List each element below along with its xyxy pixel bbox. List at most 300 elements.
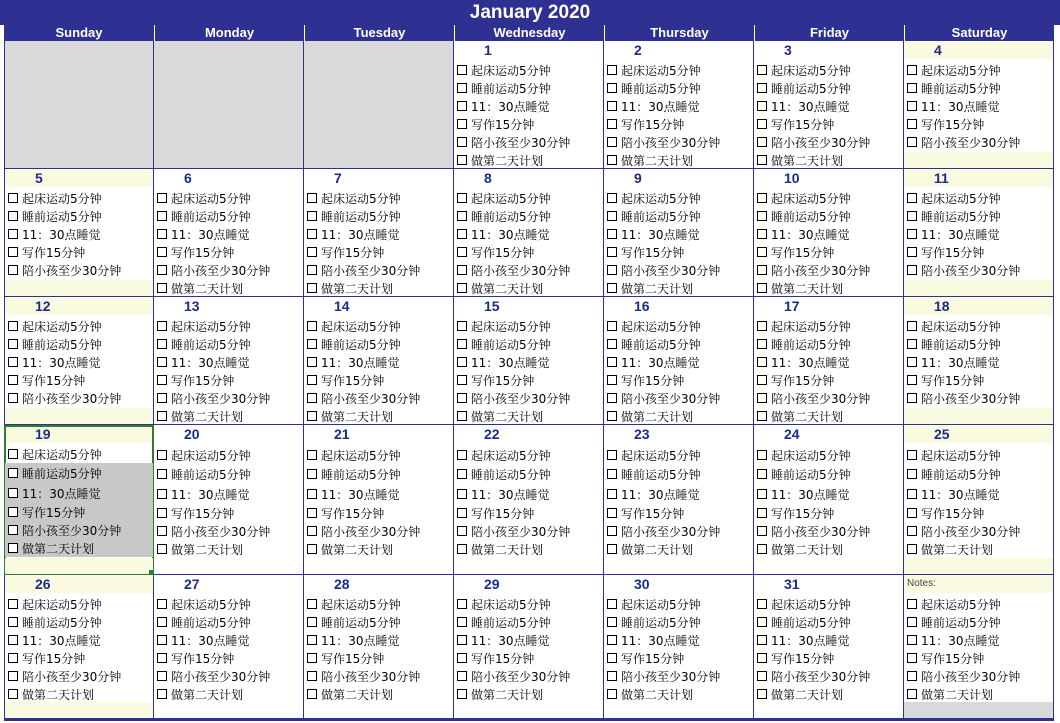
checkbox-icon[interactable] bbox=[607, 101, 617, 111]
checkbox-icon[interactable] bbox=[907, 101, 917, 111]
checkbox-icon[interactable] bbox=[907, 83, 917, 93]
checkbox-icon[interactable] bbox=[307, 544, 317, 554]
task-item[interactable] bbox=[907, 261, 1053, 279]
day-cell-1[interactable] bbox=[454, 41, 604, 169]
task-item[interactable] bbox=[307, 335, 453, 353]
checkbox-icon[interactable] bbox=[157, 357, 167, 367]
task-item[interactable] bbox=[757, 631, 903, 649]
checkbox-icon[interactable] bbox=[307, 375, 317, 385]
task-item[interactable] bbox=[757, 261, 903, 279]
checkbox-icon[interactable] bbox=[757, 489, 767, 499]
task-item[interactable] bbox=[457, 225, 603, 243]
day-cell-13[interactable] bbox=[154, 297, 304, 425]
checkbox-icon[interactable] bbox=[8, 229, 18, 239]
task-item[interactable] bbox=[8, 631, 153, 649]
day-cell-25[interactable] bbox=[904, 425, 1054, 575]
task-item[interactable] bbox=[757, 667, 903, 685]
task-item[interactable] bbox=[157, 207, 303, 225]
task-item[interactable] bbox=[757, 79, 903, 97]
task-item[interactable] bbox=[757, 225, 903, 243]
task-item[interactable] bbox=[607, 353, 753, 371]
task-item[interactable] bbox=[757, 97, 903, 115]
checkbox-icon[interactable] bbox=[757, 375, 767, 385]
task-item[interactable] bbox=[907, 335, 1053, 353]
checkbox-icon[interactable] bbox=[307, 211, 317, 221]
checkbox-icon[interactable] bbox=[8, 393, 18, 403]
day-cell-24[interactable] bbox=[754, 425, 904, 575]
checkbox-icon[interactable] bbox=[157, 671, 167, 681]
task-item[interactable] bbox=[607, 389, 753, 407]
checkbox-icon[interactable] bbox=[757, 321, 767, 331]
task-item[interactable] bbox=[307, 243, 453, 261]
checkbox-icon[interactable] bbox=[607, 508, 617, 518]
empty-day-cell[interactable] bbox=[4, 41, 154, 169]
day-cell-14[interactable] bbox=[304, 297, 454, 425]
checkbox-icon[interactable] bbox=[457, 653, 467, 663]
checkbox-icon[interactable] bbox=[157, 229, 167, 239]
checkbox-icon[interactable] bbox=[907, 469, 917, 479]
day-cell-29[interactable] bbox=[454, 575, 604, 719]
task-item[interactable] bbox=[907, 61, 1053, 79]
day-cell-22[interactable] bbox=[454, 425, 604, 575]
checkbox-icon[interactable] bbox=[457, 119, 467, 129]
task-item[interactable] bbox=[457, 613, 603, 631]
checkbox-icon[interactable] bbox=[607, 599, 617, 609]
checkbox-icon[interactable] bbox=[457, 321, 467, 331]
checkbox-icon[interactable] bbox=[8, 339, 18, 349]
checkbox-icon[interactable] bbox=[157, 689, 167, 699]
checkbox-icon[interactable] bbox=[607, 617, 617, 627]
task-item[interactable] bbox=[457, 261, 603, 279]
task-item[interactable] bbox=[157, 317, 303, 335]
checkbox-icon[interactable] bbox=[157, 508, 167, 518]
checkbox-icon[interactable] bbox=[907, 635, 917, 645]
checkbox-icon[interactable] bbox=[307, 469, 317, 479]
checkbox-icon[interactable] bbox=[157, 321, 167, 331]
checkbox-icon[interactable] bbox=[907, 229, 917, 239]
task-item[interactable] bbox=[607, 371, 753, 389]
task-item[interactable] bbox=[307, 261, 453, 279]
task-item[interactable] bbox=[907, 649, 1053, 667]
day-cell-20[interactable] bbox=[154, 425, 304, 575]
task-item[interactable] bbox=[907, 317, 1053, 335]
task-item[interactable] bbox=[607, 207, 753, 225]
checkbox-icon[interactable] bbox=[757, 211, 767, 221]
checkbox-icon[interactable] bbox=[757, 193, 767, 203]
task-item[interactable] bbox=[907, 371, 1053, 389]
checkbox-icon[interactable] bbox=[8, 599, 18, 609]
task-item[interactable] bbox=[457, 667, 603, 685]
task-item[interactable] bbox=[307, 189, 453, 207]
day-cell-26[interactable] bbox=[4, 575, 154, 719]
checkbox-icon[interactable] bbox=[157, 635, 167, 645]
task-item[interactable] bbox=[307, 353, 453, 371]
task-item[interactable] bbox=[157, 189, 303, 207]
checkbox-icon[interactable] bbox=[607, 229, 617, 239]
checkbox-icon[interactable] bbox=[307, 229, 317, 239]
task-item[interactable] bbox=[307, 649, 453, 667]
task-item[interactable] bbox=[5, 503, 153, 521]
checkbox-icon[interactable] bbox=[607, 83, 617, 93]
task-item[interactable] bbox=[907, 115, 1053, 133]
task-item[interactable] bbox=[157, 649, 303, 667]
task-item[interactable] bbox=[8, 667, 153, 685]
task-item[interactable] bbox=[5, 521, 153, 539]
task-item[interactable] bbox=[907, 522, 1053, 540]
day-cell-23[interactable] bbox=[604, 425, 754, 575]
checkbox-icon[interactable] bbox=[457, 393, 467, 403]
task-item[interactable] bbox=[607, 115, 753, 133]
checkbox-icon[interactable] bbox=[907, 653, 917, 663]
task-item[interactable] bbox=[457, 115, 603, 133]
task-item[interactable] bbox=[8, 189, 153, 207]
task-item[interactable] bbox=[307, 613, 453, 631]
checkbox-icon[interactable] bbox=[757, 450, 767, 460]
task-item[interactable] bbox=[757, 317, 903, 335]
checkbox-icon[interactable] bbox=[8, 507, 18, 517]
day-cell-5[interactable] bbox=[4, 169, 154, 297]
checkbox-icon[interactable] bbox=[607, 321, 617, 331]
task-item[interactable] bbox=[607, 522, 753, 540]
checkbox-icon[interactable] bbox=[157, 211, 167, 221]
checkbox-icon[interactable] bbox=[757, 83, 767, 93]
checkbox-icon[interactable] bbox=[757, 635, 767, 645]
task-item[interactable] bbox=[757, 189, 903, 207]
checkbox-icon[interactable] bbox=[457, 526, 467, 536]
task-item[interactable] bbox=[607, 225, 753, 243]
task-item[interactable] bbox=[607, 133, 753, 151]
checkbox-icon[interactable] bbox=[157, 450, 167, 460]
empty-day-cell[interactable] bbox=[304, 41, 454, 169]
day-cell-10[interactable] bbox=[754, 169, 904, 297]
checkbox-icon[interactable] bbox=[157, 265, 167, 275]
task-item[interactable] bbox=[157, 595, 303, 613]
checkbox-icon[interactable] bbox=[907, 211, 917, 221]
checkbox-icon[interactable] bbox=[607, 469, 617, 479]
checkbox-icon[interactable] bbox=[757, 229, 767, 239]
task-item[interactable] bbox=[457, 243, 603, 261]
checkbox-icon[interactable] bbox=[157, 526, 167, 536]
task-item[interactable] bbox=[8, 649, 153, 667]
day-cell-16[interactable] bbox=[604, 297, 754, 425]
task-item[interactable] bbox=[607, 631, 753, 649]
task-item[interactable] bbox=[307, 484, 453, 504]
task-item[interactable] bbox=[757, 595, 903, 613]
checkbox-icon[interactable] bbox=[457, 339, 467, 349]
task-item[interactable] bbox=[457, 133, 603, 151]
task-item[interactable] bbox=[307, 504, 453, 522]
task-item[interactable] bbox=[607, 189, 753, 207]
checkbox-icon[interactable] bbox=[607, 450, 617, 460]
task-item[interactable] bbox=[307, 371, 453, 389]
task-item[interactable] bbox=[757, 649, 903, 667]
task-item[interactable] bbox=[8, 261, 153, 279]
checkbox-icon[interactable] bbox=[8, 617, 18, 627]
checkbox-icon[interactable] bbox=[607, 489, 617, 499]
checkbox-icon[interactable] bbox=[8, 357, 18, 367]
task-item[interactable] bbox=[607, 261, 753, 279]
task-item[interactable] bbox=[307, 464, 453, 484]
task-item[interactable] bbox=[607, 97, 753, 115]
task-item[interactable] bbox=[307, 522, 453, 540]
checkbox-icon[interactable] bbox=[457, 83, 467, 93]
day-cell-31[interactable] bbox=[754, 575, 904, 719]
task-item[interactable] bbox=[907, 133, 1053, 151]
task-item[interactable] bbox=[907, 446, 1053, 464]
task-item[interactable] bbox=[907, 464, 1053, 484]
task-item[interactable] bbox=[457, 79, 603, 97]
task-item[interactable] bbox=[157, 522, 303, 540]
checkbox-icon[interactable] bbox=[757, 393, 767, 403]
checkbox-icon[interactable] bbox=[457, 635, 467, 645]
checkbox-icon[interactable] bbox=[607, 193, 617, 203]
checkbox-icon[interactable] bbox=[757, 65, 767, 75]
checkbox-icon[interactable] bbox=[757, 265, 767, 275]
task-item[interactable] bbox=[607, 243, 753, 261]
task-item[interactable] bbox=[907, 207, 1053, 225]
checkbox-icon[interactable] bbox=[307, 357, 317, 367]
checkbox-icon[interactable] bbox=[907, 193, 917, 203]
checkbox-icon[interactable] bbox=[607, 265, 617, 275]
checkbox-icon[interactable] bbox=[457, 101, 467, 111]
checkbox-icon[interactable] bbox=[8, 525, 18, 535]
task-item[interactable] bbox=[907, 685, 1053, 703]
task-item[interactable] bbox=[8, 317, 153, 335]
task-item[interactable] bbox=[607, 317, 753, 335]
task-item[interactable] bbox=[457, 207, 603, 225]
checkbox-icon[interactable] bbox=[757, 689, 767, 699]
task-item[interactable] bbox=[457, 97, 603, 115]
task-item[interactable] bbox=[157, 335, 303, 353]
checkbox-icon[interactable] bbox=[907, 265, 917, 275]
checkbox-icon[interactable] bbox=[8, 375, 18, 385]
task-item[interactable] bbox=[757, 371, 903, 389]
checkbox-icon[interactable] bbox=[757, 653, 767, 663]
task-item[interactable] bbox=[757, 685, 903, 703]
task-item[interactable] bbox=[157, 685, 303, 703]
checkbox-icon[interactable] bbox=[157, 469, 167, 479]
task-item[interactable] bbox=[157, 353, 303, 371]
task-item[interactable] bbox=[907, 225, 1053, 243]
task-item[interactable] bbox=[8, 685, 153, 703]
task-item[interactable] bbox=[457, 649, 603, 667]
task-item[interactable] bbox=[8, 243, 153, 261]
checkbox-icon[interactable] bbox=[907, 599, 917, 609]
checkbox-icon[interactable] bbox=[157, 193, 167, 203]
task-item[interactable] bbox=[457, 685, 603, 703]
checkbox-icon[interactable] bbox=[307, 599, 317, 609]
checkbox-icon[interactable] bbox=[607, 393, 617, 403]
task-item[interactable] bbox=[8, 595, 153, 613]
task-item[interactable] bbox=[457, 61, 603, 79]
task-item[interactable] bbox=[157, 446, 303, 464]
task-item[interactable] bbox=[907, 189, 1053, 207]
checkbox-icon[interactable] bbox=[157, 393, 167, 403]
checkbox-icon[interactable] bbox=[607, 119, 617, 129]
day-cell-9[interactable] bbox=[604, 169, 754, 297]
checkbox-icon[interactable] bbox=[907, 339, 917, 349]
task-item[interactable] bbox=[307, 207, 453, 225]
task-item[interactable] bbox=[8, 335, 153, 353]
task-item[interactable] bbox=[907, 79, 1053, 97]
checkbox-icon[interactable] bbox=[157, 339, 167, 349]
checkbox-icon[interactable] bbox=[907, 247, 917, 257]
checkbox-icon[interactable] bbox=[457, 599, 467, 609]
checkbox-icon[interactable] bbox=[8, 635, 18, 645]
checkbox-icon[interactable] bbox=[457, 211, 467, 221]
checkbox-icon[interactable] bbox=[907, 393, 917, 403]
task-item[interactable] bbox=[307, 685, 453, 703]
checkbox-icon[interactable] bbox=[157, 489, 167, 499]
checkbox-icon[interactable] bbox=[307, 193, 317, 203]
task-item[interactable] bbox=[907, 389, 1053, 407]
checkbox-icon[interactable] bbox=[307, 526, 317, 536]
checkbox-icon[interactable] bbox=[457, 375, 467, 385]
task-item[interactable] bbox=[8, 389, 153, 407]
day-cell-7[interactable] bbox=[304, 169, 454, 297]
task-item[interactable] bbox=[157, 225, 303, 243]
task-item[interactable] bbox=[757, 389, 903, 407]
checkbox-icon[interactable] bbox=[757, 469, 767, 479]
task-item[interactable] bbox=[607, 613, 753, 631]
checkbox-icon[interactable] bbox=[8, 449, 18, 459]
checkbox-icon[interactable] bbox=[757, 671, 767, 681]
task-item[interactable] bbox=[157, 613, 303, 631]
checkbox-icon[interactable] bbox=[907, 671, 917, 681]
task-item[interactable] bbox=[457, 189, 603, 207]
checkbox-icon[interactable] bbox=[157, 544, 167, 554]
task-item[interactable] bbox=[757, 540, 903, 558]
task-item[interactable] bbox=[5, 463, 153, 483]
checkbox-icon[interactable] bbox=[157, 247, 167, 257]
checkbox-icon[interactable] bbox=[307, 671, 317, 681]
task-item[interactable] bbox=[8, 225, 153, 243]
checkbox-icon[interactable] bbox=[457, 617, 467, 627]
task-item[interactable] bbox=[157, 667, 303, 685]
task-item[interactable] bbox=[907, 540, 1053, 558]
day-cell-28[interactable] bbox=[304, 575, 454, 719]
checkbox-icon[interactable] bbox=[307, 653, 317, 663]
task-item[interactable] bbox=[8, 613, 153, 631]
day-cell-3[interactable] bbox=[754, 41, 904, 169]
checkbox-icon[interactable] bbox=[757, 137, 767, 147]
day-cell-17[interactable] bbox=[754, 297, 904, 425]
task-item[interactable] bbox=[607, 464, 753, 484]
task-item[interactable] bbox=[457, 631, 603, 649]
checkbox-icon[interactable] bbox=[607, 544, 617, 554]
task-item[interactable] bbox=[757, 243, 903, 261]
checkbox-icon[interactable] bbox=[307, 247, 317, 257]
task-item[interactable] bbox=[307, 225, 453, 243]
checkbox-icon[interactable] bbox=[307, 689, 317, 699]
checkbox-icon[interactable] bbox=[907, 526, 917, 536]
task-item[interactable] bbox=[457, 371, 603, 389]
day-cell-2[interactable] bbox=[604, 41, 754, 169]
checkbox-icon[interactable] bbox=[607, 526, 617, 536]
task-item[interactable] bbox=[757, 207, 903, 225]
task-item[interactable] bbox=[607, 649, 753, 667]
task-item[interactable] bbox=[757, 446, 903, 464]
checkbox-icon[interactable] bbox=[8, 653, 18, 663]
checkbox-icon[interactable] bbox=[757, 357, 767, 367]
task-item[interactable] bbox=[607, 335, 753, 353]
task-item[interactable] bbox=[457, 522, 603, 540]
task-item[interactable] bbox=[757, 464, 903, 484]
checkbox-icon[interactable] bbox=[607, 137, 617, 147]
day-cell-19[interactable] bbox=[4, 425, 154, 575]
checkbox-icon[interactable] bbox=[607, 689, 617, 699]
task-item[interactable] bbox=[157, 631, 303, 649]
checkbox-icon[interactable] bbox=[457, 544, 467, 554]
checkbox-icon[interactable] bbox=[757, 119, 767, 129]
task-item[interactable] bbox=[457, 484, 603, 504]
checkbox-icon[interactable] bbox=[8, 265, 18, 275]
checkbox-icon[interactable] bbox=[8, 247, 18, 257]
day-cell-21[interactable] bbox=[304, 425, 454, 575]
task-item[interactable] bbox=[8, 445, 153, 463]
task-item[interactable] bbox=[607, 79, 753, 97]
task-item[interactable] bbox=[757, 522, 903, 540]
checkbox-icon[interactable] bbox=[607, 247, 617, 257]
task-item[interactable] bbox=[157, 261, 303, 279]
checkbox-icon[interactable] bbox=[607, 211, 617, 221]
checkbox-icon[interactable] bbox=[907, 617, 917, 627]
checkbox-icon[interactable] bbox=[757, 599, 767, 609]
task-item[interactable] bbox=[457, 335, 603, 353]
checkbox-icon[interactable] bbox=[457, 671, 467, 681]
checkbox-icon[interactable] bbox=[757, 617, 767, 627]
task-item[interactable] bbox=[157, 504, 303, 522]
task-item[interactable] bbox=[757, 484, 903, 504]
task-item[interactable] bbox=[907, 504, 1053, 522]
notes-cell[interactable] bbox=[904, 575, 1054, 719]
checkbox-icon[interactable] bbox=[457, 450, 467, 460]
checkbox-icon[interactable] bbox=[907, 321, 917, 331]
day-cell-6[interactable] bbox=[154, 169, 304, 297]
checkbox-icon[interactable] bbox=[307, 393, 317, 403]
checkbox-icon[interactable] bbox=[157, 375, 167, 385]
task-item[interactable] bbox=[907, 613, 1053, 631]
checkbox-icon[interactable] bbox=[757, 101, 767, 111]
task-item[interactable] bbox=[757, 133, 903, 151]
task-item[interactable] bbox=[757, 353, 903, 371]
task-item[interactable] bbox=[457, 540, 603, 558]
empty-day-cell[interactable] bbox=[154, 41, 304, 169]
checkbox-icon[interactable] bbox=[757, 544, 767, 554]
checkbox-icon[interactable] bbox=[907, 489, 917, 499]
task-item[interactable] bbox=[157, 371, 303, 389]
task-item[interactable] bbox=[757, 613, 903, 631]
checkbox-icon[interactable] bbox=[8, 543, 18, 553]
task-item[interactable] bbox=[157, 484, 303, 504]
task-item[interactable] bbox=[307, 595, 453, 613]
checkbox-icon[interactable] bbox=[607, 339, 617, 349]
checkbox-icon[interactable] bbox=[8, 211, 18, 221]
task-item[interactable] bbox=[157, 389, 303, 407]
checkbox-icon[interactable] bbox=[907, 65, 917, 75]
task-item[interactable] bbox=[457, 446, 603, 464]
day-cell-27[interactable] bbox=[154, 575, 304, 719]
checkbox-icon[interactable] bbox=[457, 489, 467, 499]
day-cell-11[interactable] bbox=[904, 169, 1054, 297]
task-item[interactable] bbox=[607, 504, 753, 522]
task-item[interactable] bbox=[307, 667, 453, 685]
task-item[interactable] bbox=[307, 389, 453, 407]
task-item[interactable] bbox=[757, 335, 903, 353]
checkbox-icon[interactable] bbox=[607, 635, 617, 645]
checkbox-icon[interactable] bbox=[8, 671, 18, 681]
checkbox-icon[interactable] bbox=[907, 689, 917, 699]
